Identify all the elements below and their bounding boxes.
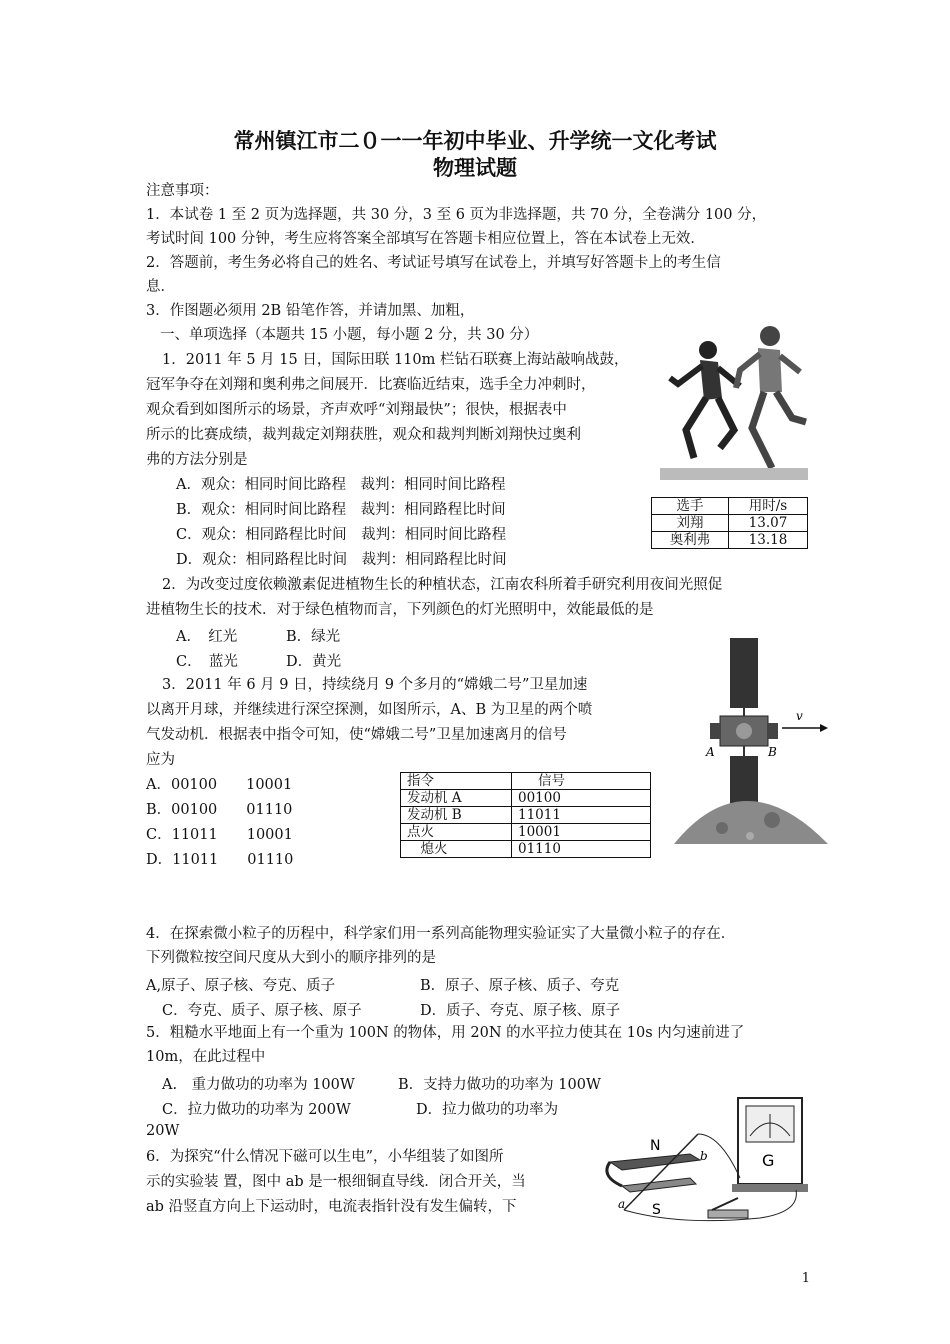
table-cell: 01110 — [512, 841, 651, 858]
q5-line-2: 10m，在此过程中 — [146, 1049, 266, 1065]
q6-line-1: 6．为探究“什么情况下磁可以生电”，小华组装了如图所 — [146, 1149, 504, 1165]
q4-option-c: C．夸克、质子、原子核、原子 — [162, 1003, 362, 1019]
q5-option-b: B．支持力做功的功率为 100W — [398, 1077, 601, 1093]
q4-option-b: B．原子、原子核、质子、夸克 — [420, 978, 620, 994]
galvanometer-g-label: G — [762, 1151, 775, 1170]
q1-line-3: 观众看到如图所示的场景，齐声欢呼“刘翔最快”；很快，根据表中 — [146, 402, 567, 418]
q2-line-1: 2．为改变过度依赖激素促进植物生长的种植状态，江南农科所着手研究利用夜间光照促 — [162, 577, 723, 593]
q5-option-c: C．拉力做功的功率为 200W — [162, 1102, 351, 1118]
q1-option-d: D．观众：相同路程比时间 裁判：相同路程比时间 — [176, 552, 507, 568]
q1-line-5: 弗的方法分别是 — [146, 452, 248, 468]
table-header-cell: 指令 — [401, 773, 512, 790]
table-header-cell: 用时/s — [729, 498, 808, 515]
q1-line-4: 所示的比赛成绩，裁判裁定刘翔获胜，观众和裁判判断刘翔快过奥利 — [146, 427, 581, 443]
q2-option-c: C． 蓝光 — [176, 654, 238, 670]
table-cell: 发动机 B — [401, 807, 512, 824]
table-header-cell: 信号 — [512, 773, 651, 790]
q3-line-4: 应为 — [146, 752, 175, 768]
note-1a: 1．本试卷 1 至 2 页为选择题，共 30 分，3 至 6 页为非选择题，共 70 分，全卷满分 100 分， — [146, 207, 767, 223]
table-cell: 奥利弗 — [652, 532, 729, 549]
q5-option-d: D．拉力做功的功率为 — [416, 1102, 559, 1118]
note-2a: 2．答题前，考生务必将自己的姓名、考试证号填写在试卷上，并填写好答题卡上的考生信 — [146, 255, 721, 271]
q1-result-table — [651, 497, 808, 549]
table-cell: 刘翔 — [652, 515, 729, 532]
table-cell: 13.07 — [729, 515, 808, 532]
wire-b-label: b — [700, 1149, 708, 1163]
q6-line-3: ab 沿竖直方向上下运动时，电流表指针没有发生偏转，下 — [146, 1199, 517, 1215]
q6-line-2: 示的实验装 置，图中 ab 是一根细铜直导线．闭合开关，当 — [146, 1174, 526, 1190]
note-1b: 考试时间 100 分钟，考生应将答案全部填写在答题卡相应位置上，答在本试卷上无效． — [146, 231, 705, 247]
q1-line-2: 冠军争夺在刘翔和奥利弗之间展开．比赛临近结束，选手全力冲刺时， — [146, 377, 596, 393]
notes-heading: 注意事项： — [146, 183, 219, 199]
table-cell: 11011 — [512, 807, 651, 824]
q4-line-2: 下列微粒按空间尺度从大到小的顺序排列的是 — [146, 950, 436, 966]
table-row — [401, 790, 651, 807]
magnet-n-label: N — [650, 1138, 661, 1154]
table-cell: 熄火 — [401, 841, 512, 858]
q5-line-1: 5．粗糙水平地面上有一个重为 100N 的物体，用 20N 的水平拉力使其在 10s 内匀速前进了 — [146, 1025, 745, 1041]
table-row — [401, 773, 651, 790]
table-row — [401, 841, 651, 858]
q1-option-b: B．观众：相同时间比路程 裁判：相同路程比时间 — [176, 502, 506, 518]
q3-signal-table — [400, 772, 651, 858]
electromagnetic-apparatus-figure — [600, 1094, 822, 1226]
q2-option-a: A． 红光 — [176, 629, 238, 645]
section-heading: 一、单项选择（本题共 15 小题，每小题 2 分，共 30 分） — [160, 327, 539, 343]
table-row — [401, 807, 651, 824]
q1-option-a: A．观众：相同时间比路程 裁判：相同时间比路程 — [176, 477, 506, 493]
page-number: 1 — [801, 1271, 810, 1286]
q2-option-d: D．黄光 — [286, 654, 342, 670]
table-row — [652, 515, 808, 532]
q4-line-1: 4．在探索微小粒子的历程中，科学家们用一系列高能物理实验证实了大量微小粒子的存在． — [146, 926, 736, 942]
q3-line-2: 以离开月球，并继续进行深空探测，如图所示，A、B 为卫星的两个喷 — [146, 702, 593, 718]
q3-option-d: D．11011 01110 — [146, 852, 294, 868]
q3-option-b: B．00100 01110 — [146, 802, 293, 818]
q3-line-1: 3．2011 年 6 月 9 日，持续绕月 9 个多月的“嫦娥二号”卫星加速 — [162, 677, 588, 693]
exam-subtitle: 物理试题 — [433, 155, 517, 180]
table-row — [401, 824, 651, 841]
q5-option-a: A. 重力做功的功率为 100W — [162, 1077, 355, 1093]
table-cell: 发动机 A — [401, 790, 512, 807]
table-cell: 13.18 — [729, 532, 808, 549]
table-row — [652, 532, 808, 549]
exam-title: 常州镇江市二０一一年初中毕业、升学统一文化考试 — [233, 128, 717, 153]
table-cell: 点火 — [401, 824, 512, 841]
q4-option-a: A,原子、原子核、夸克、质子 — [146, 978, 336, 994]
note-2b: 息． — [146, 279, 175, 295]
velocity-label: v — [796, 709, 803, 723]
q5-option-d-cont: 20W — [146, 1123, 180, 1139]
q2-line-2: 进植物生长的技术．对于绿色植物而言，下列颜色的灯光照明中，效能最低的是 — [146, 602, 654, 618]
runners-figure — [660, 318, 808, 480]
table-cell: 10001 — [512, 824, 651, 841]
table-cell: 00100 — [512, 790, 651, 807]
q4-option-d: D．质子、夸克、原子核、原子 — [420, 1003, 621, 1019]
q3-option-c: C．11011 10001 — [146, 827, 293, 843]
q2-option-b: B．绿光 — [286, 629, 341, 645]
engine-a-label: A — [706, 745, 715, 759]
table-header-cell: 选手 — [652, 498, 729, 515]
q1-line-1: 1．2011 年 5 月 15 日，国际田联 110m 栏钻石联赛上海站敲响战鼓， — [162, 352, 629, 368]
satellite-figure — [672, 628, 830, 846]
table-row — [652, 498, 808, 515]
q3-option-a: A．00100 10001 — [146, 777, 293, 793]
magnet-s-label: S — [652, 1202, 661, 1218]
wire-a-label: a — [618, 1197, 626, 1211]
q3-line-3: 气发动机．根据表中指令可知，使“嫦娥二号”卫星加速离月的信号 — [146, 727, 567, 743]
q1-option-c: C．观众：相同路程比时间 裁判：相同时间比路程 — [176, 527, 507, 543]
engine-b-label: B — [768, 745, 777, 759]
note-3: 3．作图题必须用 2B 铅笔作答，并请加黑、加粗， — [146, 303, 475, 319]
